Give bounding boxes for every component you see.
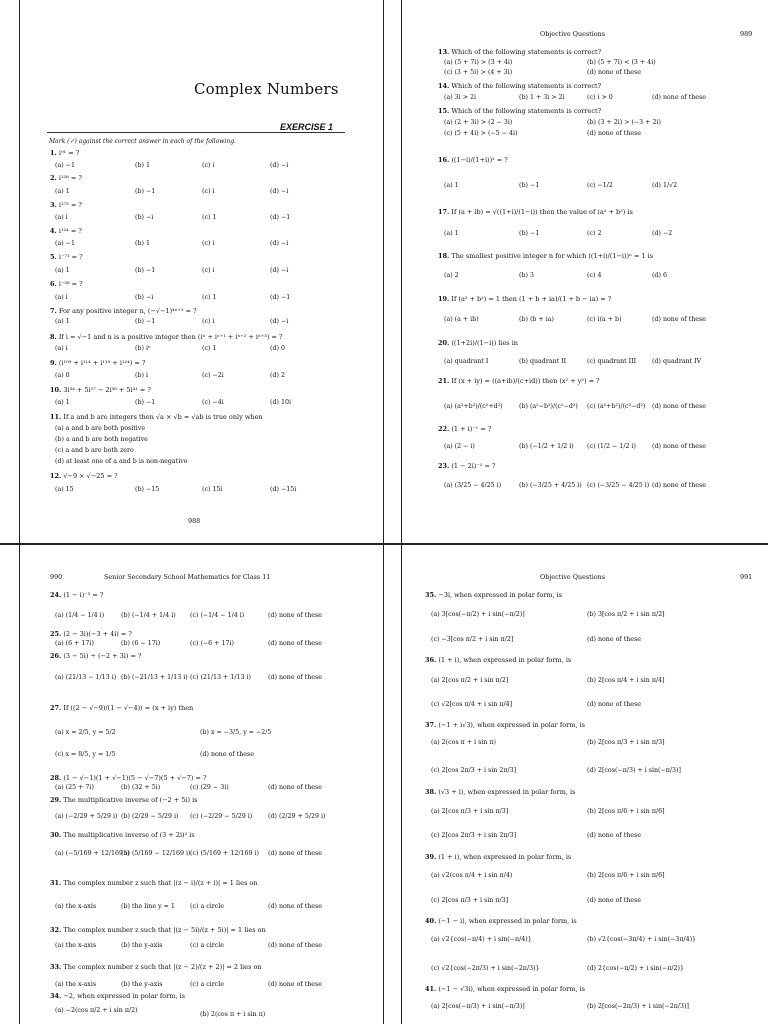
answer-option: (a) 2[cos π/3 + i sin π/3] (431, 808, 509, 815)
answer-option: (b) the y-axis (121, 942, 163, 949)
answer-option: (b) 1 (135, 240, 150, 247)
exercise-heading: EXERCISE 1 (280, 122, 334, 132)
question-text: 2. i¹²⁶ = ? (50, 174, 82, 182)
answer-option: (c) i (202, 188, 215, 195)
question-text: 29. The multiplicative inverse of (−2 + 5i) is (50, 796, 198, 804)
question-text: 5. i⁻⁷¹ = ? (50, 253, 83, 261)
answer-option: (b) a and b are both negative (55, 436, 148, 443)
question-text: 27. If ((2 − √−9)/(1 − √−4)) = (x + iy) then (50, 704, 194, 712)
answer-option: (b) x = −3/5, y = −2/5 (200, 729, 272, 736)
answer-option: (c) (−1/4 − 1/4 i) (190, 612, 245, 619)
answer-option: (c) 2[cos π/3 + i sin π/3] (431, 897, 509, 904)
answer-option: (a) the x-axis (55, 903, 97, 910)
answer-option: (c) i (202, 240, 215, 247)
answer-option: (d) −15i (270, 486, 297, 493)
question-text: 6. i⁻³⁸ = ? (50, 280, 83, 288)
answer-option: (c) √2{cos(−2π/3) + i sin(−2π/3)} (431, 965, 540, 972)
question-text: 25. (2 − 3i)(−3 + 4i) = ? (50, 630, 132, 638)
answer-option: (b) (b + ia) (519, 316, 554, 323)
question-text: 18. The smallest positive integer n for which ((1+i)/(1−i))ⁿ = 1 is (438, 252, 654, 260)
answer-option: (b) 3 (519, 272, 534, 279)
page-989 (402, 0, 768, 543)
answer-option: (b) 2[cos(−2π/3) + i sin(−2π/3)] (587, 1003, 689, 1010)
question-text: 24. (1 − i)⁻³ = ? (50, 591, 104, 599)
answer-option: (b) 3[cos π/2 + i sin π/2] (587, 611, 665, 618)
answer-option: (d) 2{cos(−π/2) + i sin(−π/2)} (587, 965, 685, 972)
question-text: 28. (1 − √−1)(1 + √−1)(5 − √−7)(5 + √−7) = ? (50, 774, 207, 782)
answer-option: (c) 1 (202, 214, 217, 221)
answer-option: (c) 2[cos 2π/3 + i sin 2π/3] (431, 832, 517, 839)
question-text: 23. (1 − 2i)⁻² = ? (438, 462, 496, 470)
answer-option: (a) √2{cos(−π/4) + i sin(−π/4)} (431, 936, 532, 943)
answer-option: (d) none of these (652, 94, 706, 101)
question-text: 17. If (a + ib) = √((1+i)/(1−i)) then the value of (a² + b²) is (438, 208, 633, 216)
answer-option: (d) none of these (268, 942, 322, 949)
answer-option: (d) 10i (270, 399, 291, 406)
question-text: 36. (1 + i), when expressed in polar form, is (425, 656, 572, 664)
answer-option: (a) √2(cos π/4 + i sin π/4) (431, 872, 513, 879)
question-text: 12. √−9 × √−25 = ? (50, 472, 118, 480)
answer-option: (a) the x-axis (55, 942, 97, 949)
answer-option: (b) (−21/13 + 1/13 i) (121, 674, 188, 681)
question-text: 35. −3i, when expressed in polar form, is (425, 591, 563, 599)
answer-option: (d) none of these (652, 403, 706, 410)
answer-option: (a) (a²+b²)/(c²+d²) (444, 403, 503, 410)
answer-option: (c) −4i (202, 399, 224, 406)
answer-option: (b) −1 (135, 188, 156, 195)
answer-option: (b) 1 (135, 162, 150, 169)
answer-option: (d) none of these (268, 903, 322, 910)
page-988 (20, 0, 383, 543)
answer-option: (a) (−5/169 + 12/169 i) (55, 850, 130, 857)
question-text: 26. (3 − 5i) ÷ (−2 + 3i) = ? (50, 652, 142, 660)
answer-option: (d) none of these (587, 832, 641, 839)
answer-option: (a) i (55, 214, 68, 221)
answer-option: (d) 2[cos(−π/3) + i sin(−π/3)] (587, 767, 681, 774)
question-text: 14. Which of the following statements is correct? (438, 82, 602, 90)
answer-option: (b) 2[cos π/6 + i sin π/6] (587, 808, 665, 815)
answer-option: (d) at least one of a and b is non-negative (55, 458, 188, 465)
answer-option: (b) 2[cos π/4 + i sin π/4] (587, 677, 665, 684)
answer-option: (d) none of these (652, 316, 706, 323)
answer-option: (a) (6 + 17i) (55, 640, 94, 647)
answer-option: (d) none of these (652, 443, 706, 450)
answer-option: (c) i (202, 318, 215, 325)
answer-option: (d) 6 (652, 272, 667, 279)
question-text: 33. The complex number z such that |(z − 2)/(z + 2)| = 2 lies on (50, 963, 262, 971)
answer-option: (d) none of these (587, 701, 641, 708)
answer-option: (a) (−2/29 + 5/29 i) (55, 813, 118, 820)
answer-option: (b) 2[cos π/3 + i sin π/3] (587, 739, 665, 746)
answer-option: (a) 1 (55, 318, 70, 325)
answer-option: (c) −1/2 (587, 182, 613, 189)
answer-option: (a) 2[cos π/2 + i sin π/2] (431, 677, 509, 684)
question-text: 19. If (a² + b²) = 1 then (1 + b + ia)/(1 + b − ia) = ? (438, 295, 612, 303)
question-text: 37. (−1 + i√3), when expressed in polar form, is (425, 721, 585, 729)
answer-option: (d) 0 (270, 345, 285, 352)
answer-option: (c) (−2/29 − 5/29 i) (190, 813, 253, 820)
answer-option: (b) −i (135, 214, 154, 221)
answer-option: (b) (3 + 2i) > (−3 + 2i) (587, 119, 661, 126)
question-text: 34. −2, when expressed in polar form, is (50, 992, 185, 1000)
answer-option: (c) (5/169 + 12/169 i) (190, 850, 259, 857)
answer-option: (a) 2(cos π + i sin π) (431, 739, 497, 746)
answer-option: (c) i (202, 267, 215, 274)
page-number: 990 (50, 573, 63, 581)
answer-option: (d) none of these (268, 981, 322, 988)
answer-option: (a) 1 (55, 267, 70, 274)
answer-option: (c) −3[cos π/2 + i sin π/2] (431, 636, 514, 643)
answer-option: (c) quadrant III (587, 358, 637, 365)
answer-option: (a) quadrant I (444, 358, 489, 365)
answer-option: (a) 3i > 2i (444, 94, 476, 101)
vertical-divider-center (383, 0, 402, 1024)
answer-option: (a) i (55, 294, 68, 301)
answer-option: (b) the line y = 1 (121, 903, 175, 910)
answer-option: (b) (a²−b²)/(c²−d²) (519, 403, 578, 410)
answer-option: (c) i > 0 (587, 94, 613, 101)
answer-option: (b) (−1/4 + 1/4 i) (121, 612, 176, 619)
answer-option: (d) −1 (270, 294, 291, 301)
answer-option: (a) (21/13 − 1/13 i) (55, 674, 117, 681)
question-text: 9. (i¹⁰⁹ + i¹¹⁴ + i¹¹⁹ + i¹²⁴) = ? (50, 359, 146, 367)
question-text: 1. i⁹¹ = ? (50, 149, 80, 157)
running-header: Senior Secondary School Mathematics for Class 11 (104, 573, 271, 581)
answer-option: (c) −2i (202, 372, 224, 379)
question-text: 21. If (x + iy) = ((a+ib)/(c+id)) then (x² + y²) = ? (438, 377, 600, 385)
question-text: 8. If i = √−1 and n is a positive integer then (iⁿ + iⁿ⁺¹ + iⁿ⁺² + iⁿ⁺³) = ? (50, 333, 283, 341)
answer-option: (a) −1 (55, 162, 75, 169)
answer-option: (b) i (135, 372, 148, 379)
page-991 (402, 545, 768, 1024)
chapter-title: Complex Numbers (194, 80, 339, 98)
answer-option: (c) (21/13 + 1/13 i) (190, 674, 251, 681)
answer-option: (a) 1 (55, 399, 70, 406)
answer-option: (d) none of these (652, 482, 706, 489)
answer-option: (b) √2{cos(−3π/4) + i sin(−3π/4)} (587, 936, 697, 943)
answer-option: (d) none of these (587, 69, 641, 76)
running-header: Objective Questions (540, 573, 605, 581)
answer-option: (b) −i (135, 294, 154, 301)
answer-option: (d) −i (270, 188, 289, 195)
answer-option: (a) (1/4 − 1/4 i) (55, 612, 105, 619)
answer-option: (c) x = 8/5, y = 1/5 (55, 751, 116, 758)
answer-option: (a) x = 2/5, y = 5/2 (55, 729, 116, 736)
answer-option: (a) a and b are both positive (55, 425, 146, 432)
answer-option: (a) (2 + 3i) > (2 − 3i) (444, 119, 513, 126)
question-text: 22. (1 + i)⁻¹ = ? (438, 425, 492, 433)
question-text: 10. 3i³⁴ + 5i²⁷ − 2i³⁸ + 5i⁴¹ = ? (50, 386, 151, 394)
answer-option: (b) (5 + 7i) < (3 + 4i) (587, 59, 656, 66)
question-text: 38. (√3 + i), when expressed in polar form, is (425, 788, 576, 796)
answer-option: (b) (−3/25 + 4/25 i) (519, 482, 582, 489)
page-990 (20, 545, 383, 1024)
answer-option: (a) 0 (55, 372, 70, 379)
answer-option: (a) 1 (444, 182, 459, 189)
answer-option: (a) i (55, 345, 68, 352)
answer-option: (a) (a + ib) (444, 316, 479, 323)
answer-option: (d) none of these (268, 612, 322, 619)
answer-option: (a) 2 (444, 272, 459, 279)
question-text: 13. Which of the following statements is correct? (438, 48, 602, 56)
running-header: Objective Questions (540, 30, 605, 38)
answer-option: (d) none of these (200, 751, 254, 758)
answer-option: (a) 2[cos(−π/3) + i sin(−π/3)] (431, 1003, 525, 1010)
answer-option: (d) none of these (587, 130, 641, 137)
answer-option: (c) a circle (190, 942, 225, 949)
question-text: 11. If a and b are integers then √a × √b = √ab is true only when (50, 413, 263, 421)
answer-option: (c) √2[cos π/4 + i sin π/4] (431, 701, 513, 708)
answer-option: (a) the x-axis (55, 981, 97, 988)
answer-option: (c) (−6 + 17i) (190, 640, 234, 647)
answer-option: (c) i (202, 162, 215, 169)
answer-option: (d) quadrant IV (652, 358, 702, 365)
answer-option: (d) (2/29 + 5/29 i) (268, 813, 326, 820)
answer-option: (d) none of these (268, 640, 322, 647)
question-text: 30. The multiplicative inverse of (3 + 2i)² is (50, 831, 195, 839)
answer-option: (c) 2[cos 2π/3 + i sin 2π/3] (431, 767, 517, 774)
answer-option: (b) −15 (135, 486, 160, 493)
answer-option: (c) (5 + 4i) > (−5 − 4i) (444, 130, 518, 137)
question-text: 39. (1 + i), when expressed in polar form, is (425, 853, 572, 861)
answer-option: (a) (25 + 7i) (55, 784, 94, 791)
question-text: 3. i²⁷³ = ? (50, 201, 82, 209)
answer-option: (b) (−1/2 + 1/2 i) (519, 443, 574, 450)
answer-option: (d) none of these (587, 636, 641, 643)
answer-option: (b) the y-axis (121, 981, 163, 988)
question-text: 16. ((1−i)/(1+i))² = ? (438, 156, 508, 164)
answer-option: (c) 1 (202, 294, 217, 301)
answer-option: (d) none of these (268, 784, 322, 791)
question-text: 7. For any positive integer n, (−√−1)⁴ⁿ⁺³ = ? (50, 307, 197, 315)
answer-option: (c) (3 + 5i) > (4 + 3i) (444, 69, 513, 76)
answer-option: (d) 1/√2 (652, 182, 678, 189)
answer-option: (b) −1 (519, 182, 540, 189)
answer-option: (b) iⁿ (135, 345, 151, 352)
question-text: 31. The complex number z such that |(z − i)/(z + i)| = 1 lies on (50, 879, 258, 887)
answer-option: (a) −2(cos π/2 + i sin π/2) (55, 1007, 138, 1014)
answer-option: (b) −1 (135, 399, 156, 406)
answer-option: (a) (2 − i) (444, 443, 475, 450)
answer-option: (a) 15 (55, 486, 74, 493)
answer-option: (c) (−3/25 − 4/25 i) (587, 482, 650, 489)
answer-option: (c) (1/2 − 1/2 i) (587, 443, 636, 450)
answer-option: (c) a circle (190, 903, 225, 910)
answer-option: (b) (2/29 − 5/29 i) (121, 813, 179, 820)
answer-option: (c) 15i (202, 486, 223, 493)
question-text: 20. ((1+2i)/(1−i)) lies in (438, 339, 518, 347)
instruction-text: Mark (✓) against the correct answer in each of the following. (49, 138, 236, 145)
answer-option: (d) 2 (270, 372, 285, 379)
page-number: 989 (740, 30, 753, 38)
answer-option: (b) −1 (135, 267, 156, 274)
answer-option: (c) (a²+b²)/(c²−d²) (587, 403, 646, 410)
question-text: 40. (−1 − i), when expressed in polar form, is (425, 917, 577, 925)
answer-option: (c) a and b are both zero (55, 447, 134, 454)
question-text: 4. i¹²⁴ = ? (50, 227, 82, 235)
answer-option: (a) (5 + 7i) > (3 + 4i) (444, 59, 513, 66)
answer-option: (d) −i (270, 267, 289, 274)
answer-option: (d) −i (270, 318, 289, 325)
answer-option: (d) −1 (270, 214, 291, 221)
answer-option: (b) −1 (519, 230, 540, 237)
answer-option: (b) quadrant II (519, 358, 567, 365)
answer-option: (b) 2(cos π + i sin π) (200, 1011, 266, 1018)
answer-option: (a) 1 (55, 188, 70, 195)
question-text: 32. The complex number z such that |(z − 5i)/(z + 5i)| = 1 lies on (50, 926, 266, 934)
answer-option: (b) (6 − 17i) (121, 640, 161, 647)
answer-option: (a) 1 (444, 230, 459, 237)
question-text: 15. Which of the following statements is correct? (438, 107, 602, 115)
answer-option: (a) (3/25 − 4/25 i) (444, 482, 502, 489)
answer-option: (c) a circle (190, 981, 225, 988)
answer-option: (b) (32 + 5i) (121, 784, 161, 791)
answer-option: (c) 4 (587, 272, 602, 279)
page-number: 991 (740, 573, 753, 581)
exercise-rule (47, 132, 345, 133)
question-text: 41. (−1 − √3i), when expressed in polar form, is (425, 985, 585, 993)
answer-option: (b) (5/169 − 12/169 i) (121, 850, 191, 857)
page-number: 988 (188, 517, 201, 525)
answer-option: (b) 1 + 3i > 2i (519, 94, 565, 101)
answer-option: (d) −2 (652, 230, 673, 237)
answer-option: (c) 1 (202, 345, 217, 352)
answer-option: (b) −1 (135, 318, 156, 325)
answer-option: (d) none of these (268, 674, 322, 681)
answer-option: (d) −i (270, 240, 289, 247)
answer-option: (a) 3[cos(−π/2) + i sin(−π/2)] (431, 611, 525, 618)
answer-option: (a) −1 (55, 240, 75, 247)
answer-option: (c) i(a + b) (587, 316, 622, 323)
answer-option: (d) none of these (268, 850, 322, 857)
answer-option: (d) none of these (587, 897, 641, 904)
answer-option: (c) 2 (587, 230, 602, 237)
answer-option: (d) −i (270, 162, 289, 169)
answer-option: (c) (29 − 3i) (190, 784, 229, 791)
answer-option: (b) 2[cos π/6 + i sin π/6] (587, 872, 665, 879)
